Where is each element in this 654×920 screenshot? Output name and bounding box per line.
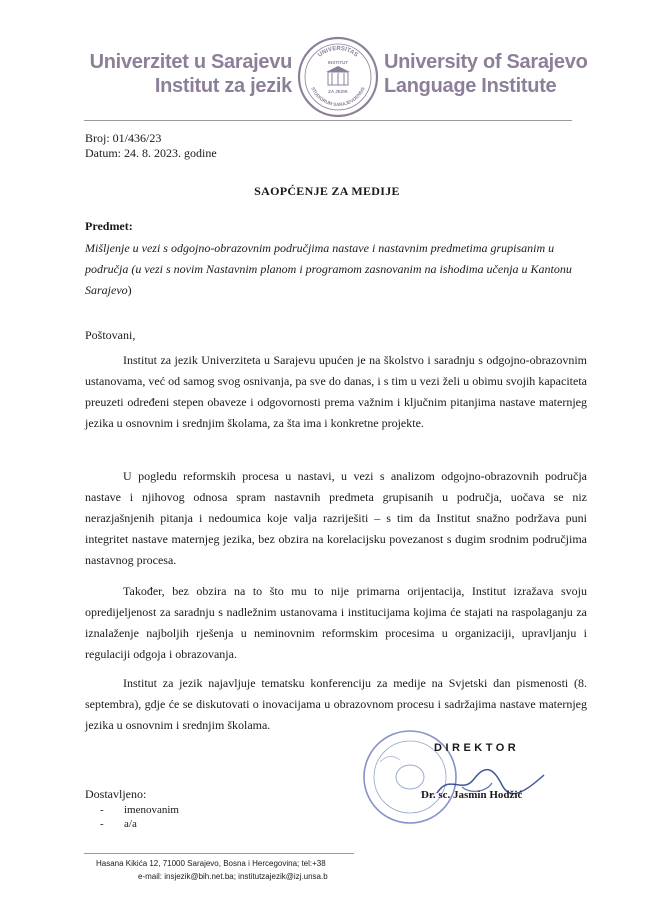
delivered-item: - a/a	[100, 817, 179, 831]
header-right-title	[384, 50, 588, 98]
body-paragraph-1: Institut za jezik Univerziteta u Sarajevu upućen je na školstvo i saradnju s odgojno-obrazovnim ustanovama, već od samog svog osnivanja, pa sve do danas, i s tim u vezi želi u obimu svojih kapaciteta preuzeti određeni stepen obaveze i odgovornosti prema važnim i ključnim pitanjima nastave maternjeg jezika u osnovnim i srednjim školama, za šta ima i konkretne projekte.	[85, 353, 587, 430]
delivered-label: Dostavljeno:	[85, 787, 147, 801]
svg-text:UNIVERSITAS	[317, 46, 359, 59]
greeting: Poštovani,	[85, 328, 136, 342]
header-left-title	[90, 50, 292, 98]
seal-text-top: UNIVERSITAS	[317, 45, 359, 59]
subject-text-close: )	[127, 283, 132, 297]
director-title: DIREKTOR	[434, 742, 520, 754]
header-university-bs: Univerzitet u Sarajevu	[89, 51, 292, 73]
header-institute-en: Language Institute	[384, 75, 557, 97]
body-paragraph-4: Institut za jezik najavljuje tematsku konferenciju za medije na Svjetski dan pismenosti (8. septembra), gdje će se diskutovati o inovacijama u obrazovnom procesu i sadržajima nastave maternjeg jezika u osnovnim i srednjim školama.	[85, 676, 587, 732]
seal-text-mid1: INSTITUT	[327, 60, 349, 65]
director-name: Dr. sc. Jasmin Hodžić	[421, 789, 523, 801]
footer-address: Hasana Kikića 12, 71000 Sarajevo, Bosna i Hercegovina; tel:+38	[96, 859, 326, 868]
subject-text-italic: Mišljenje u vezi s odgojno-obrazovnim područjima nastave i nastavnim predmetima grupisanim u područja (u vezi s novim Nastavnim planom i programom zasnovanim na ishodima učenja u Kantonu Sarajevo	[85, 241, 572, 297]
body-paragraph-2: U pogledu reformskih procesa u nastavi, u vezi s analizom odgojno-obrazovnih područja nastave i njihovog odnosa spram nastavnih predmeta grupisanih u područja, uočava se niz nerazjašnjenih pitanja i nedoumica koje valja razriješiti – s tim da Institut snažno podržava puni integritet nastave maternjeg jezika, bez obzira na korelacijsku povezanost s dugim srodnim područjima nastavnog procesa.	[85, 469, 587, 567]
subject-label: Predmet:	[85, 219, 133, 233]
seal-text-bottom: STUDIORUM SARAJEVOENSIS	[310, 86, 366, 108]
university-seal-logo	[297, 36, 379, 118]
document-title: SAOPĆENJE ZA MEDIJE	[254, 184, 400, 198]
header-institute-bs: Institut za jezik	[154, 75, 292, 97]
seal-text-mid2: ZA JEZIK	[328, 89, 348, 94]
delivered-item: - imenovanim	[100, 803, 179, 817]
header-university-en: University of Sarajevo	[384, 51, 588, 73]
document-date: Datum: 24. 8. 2023. godine	[85, 146, 217, 160]
delivered-list	[100, 803, 179, 831]
body-paragraph-3: Također, bez obzira na to što mu to nije primarna orijentacija, Institut izražava svoju opredijeljenost za saradnju s nadležnim ustanovama i institucijama kojima će stajati na raspolaganju za iznalaženje najboljih rješenja u neminovnim reformskim procesima u organizaciji, upravljanju i regulaciji odgoja i obrazovanja.	[85, 584, 587, 661]
document-meta	[85, 131, 217, 161]
header-divider	[84, 120, 572, 121]
footer-divider	[84, 853, 354, 854]
document-number: Broj: 01/436/23	[85, 131, 162, 145]
footer-email: e-mail: insjezik@bih.net.ba; institutzajezik@izj.unsa.b	[138, 872, 328, 881]
subject-text	[85, 238, 587, 301]
